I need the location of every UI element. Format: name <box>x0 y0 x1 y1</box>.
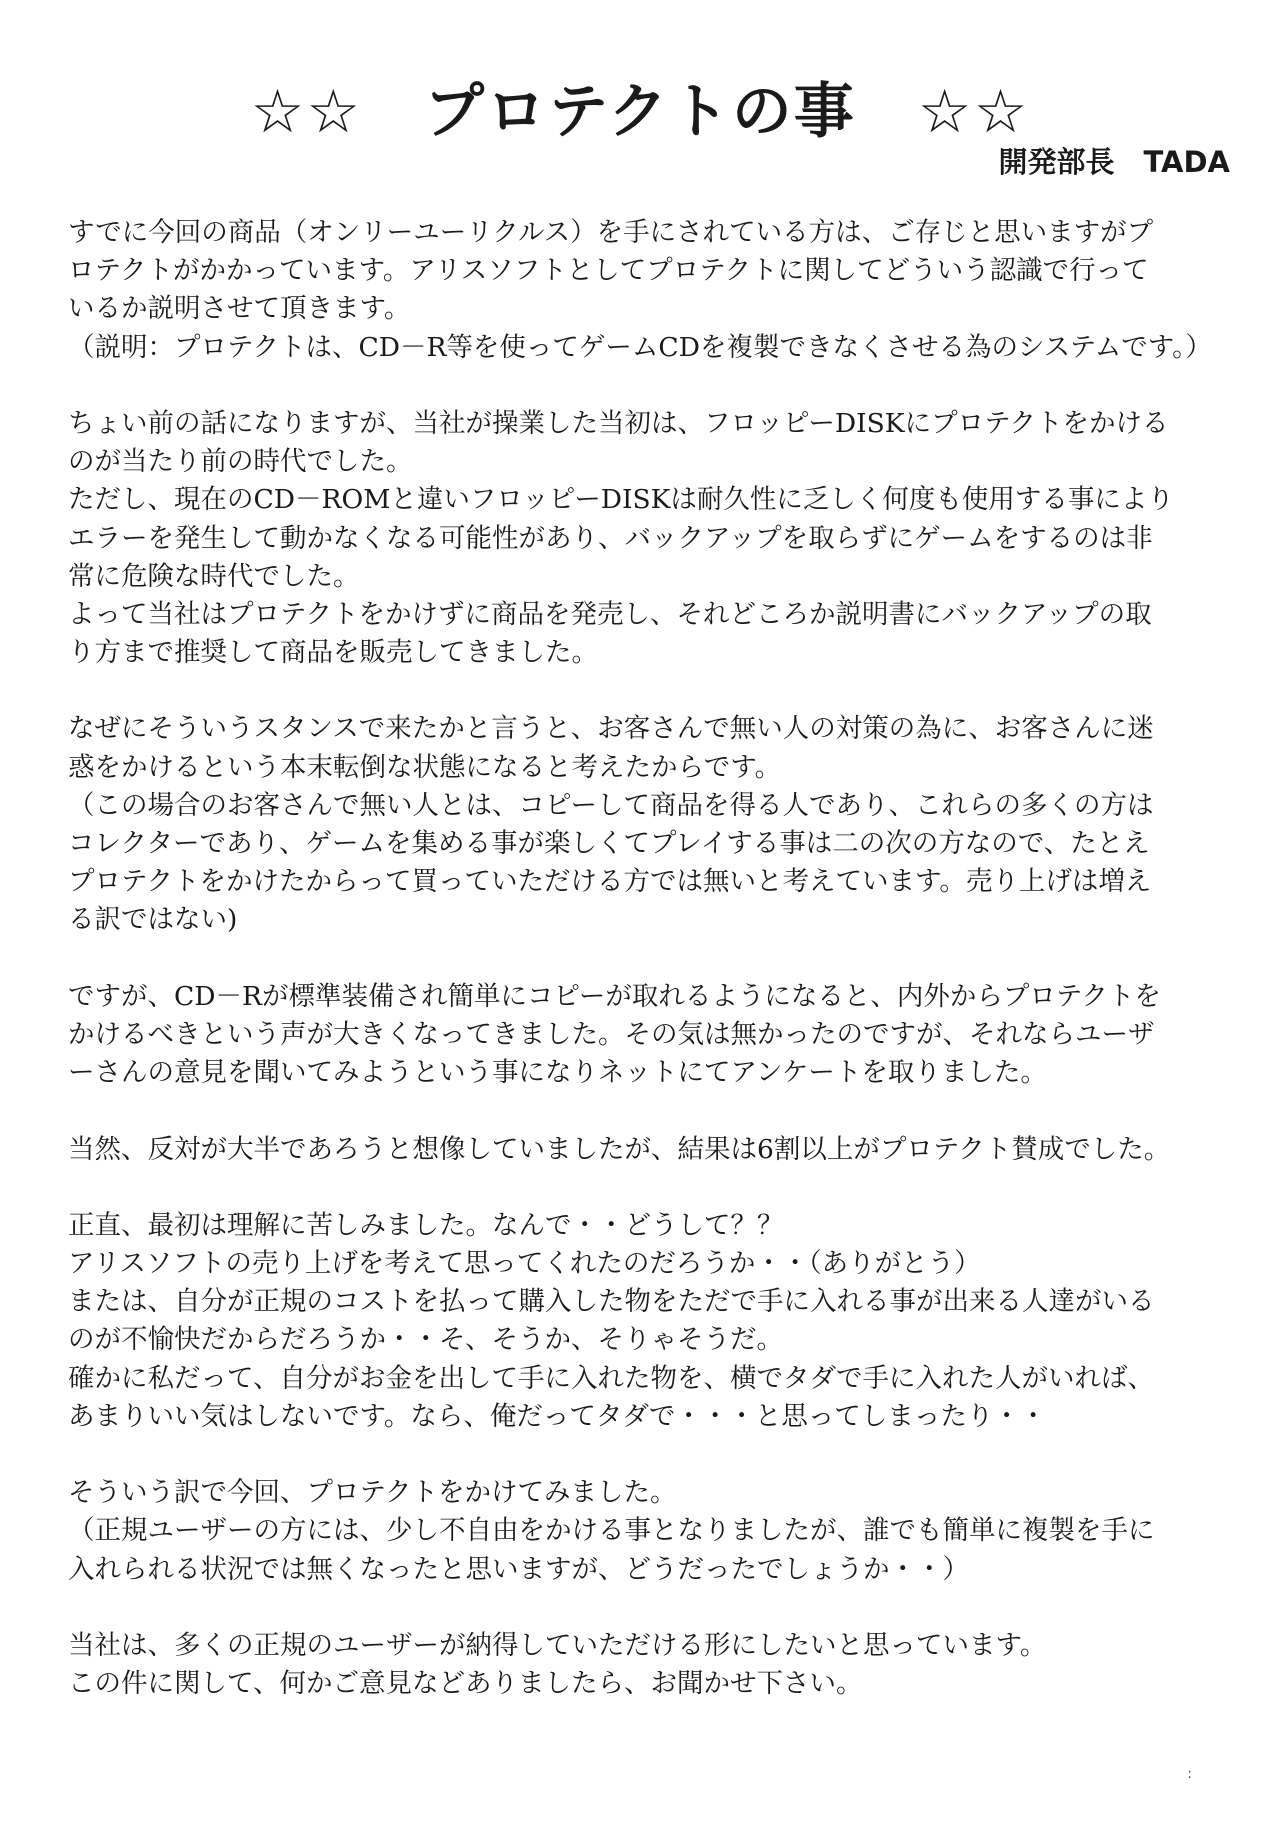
text-line: （説明：プロテクトは、CD－R等を使ってゲームCDを複製できなくさせる為のシステムです。） <box>68 331 1212 363</box>
text-line: 惑をかけるという本末転倒な状態になると考えたからです。 <box>68 751 782 783</box>
text-line: あまりいい気はしないです。なら、俺だってタダで・・・と思ってしまったり・・ <box>68 1400 1047 1432</box>
page-mark: : <box>1187 1766 1192 1782</box>
page-title: ☆☆ プロテクトの事 ☆☆ <box>250 77 1030 147</box>
text-line: （正規ユーザーの方には、少し不自由をかける事となりましたが、誰でも簡単に複製を手に <box>68 1515 1155 1547</box>
text-line: ちょい前の話になりますが、当社が操業した当初は、フロッピーDISKにプロテクトをかける <box>68 407 1169 439</box>
paragraph <box>68 405 1234 672</box>
text-line: 入れられる状況では無くなったと思いますが、どうだったでしょうか・・） <box>68 1553 969 1585</box>
text-line: かけるべきという声が大きくなってきました。その気は無かったのですが、それならユーザ <box>68 1018 1155 1050</box>
text-line: る訳ではない) <box>68 904 238 936</box>
text-line: すでに今回の商品（オンリーユーリクルス）を手にされている方は、ご存じと思いますがプ <box>68 217 1154 248</box>
text-line: 当然、反対が大半であろうと想像していましたが、結果は6割以上がプロテクト賛成でした。 <box>68 1133 1171 1165</box>
text-line: ですが、CD－Rが標準装備され簡単にコピーが取れるようになると、内外からプロテクトを <box>68 980 1161 1012</box>
text-line: 当社は、多くの正規のユーザーが納得していただける形にしたいと思っています。 <box>68 1629 1047 1661</box>
paragraph <box>68 978 1234 1093</box>
text-line: そういう訳で今回、プロテクトをかけてみました。 <box>68 1477 677 1509</box>
text-line: エラーを発生して動かなくなる可能性があり、バックアップを取らずにゲームをするのは非 <box>68 522 1153 554</box>
text-line: 常に危険な時代でした。 <box>68 560 360 592</box>
paragraph <box>68 1207 1234 1436</box>
text-line: ーさんの意見を聞いてみようという事になりネットにてアンケートを取りました。 <box>68 1057 1047 1089</box>
author-line: 開発部長 TADA <box>998 145 1230 179</box>
text-line: または、自分が正規のコストを払って購入した物をただで手に入れる事が出来る人達がいる <box>68 1286 1155 1318</box>
text-line: アリスソフトの売り上げを考えて思ってくれたのだろうか・・（ありがとう） <box>68 1248 981 1280</box>
paragraph <box>68 710 1234 939</box>
text-line: プロテクトをかけたからって買っていただける方では無いと考えています。売り上げは増え <box>68 866 1152 898</box>
paragraph <box>68 1131 1234 1169</box>
text-line: ただし、現在のCD－ROMと違いフロッピーDISKは耐久性に乏しく何度も使用する事により <box>68 484 1174 516</box>
text-line: よって当社はプロテクトをかけずに商品を発売し、それどころか説明書にバックアップの取 <box>68 598 1152 630</box>
text-line: 確かに私だって、自分がお金を出して手に入れた物を、横でタダで手に入れた人がいれば、 <box>68 1362 1154 1394</box>
text-line: コレクターであり、ゲームを集める事が楽しくてプレイする事は二の次の方なので、たとえ <box>68 828 1150 859</box>
paragraph <box>68 214 1234 367</box>
paragraph <box>68 1474 1234 1589</box>
text-line: ロテクトがかかっています。アリスソフトとしてプロテクトに関してどういう認識で行って <box>68 255 1149 287</box>
text-line: のが不愉快だからだろうか・・そ、そうか、そりゃそうだ。 <box>68 1324 783 1356</box>
text-line: なぜにそういうスタンスで来たかと言うと、お客さんで無い人の対策の為に、お客さんに迷 <box>68 713 1154 745</box>
text-line: 正直、最初は理解に苦しみました。なんで・・どうして？？ <box>68 1209 784 1241</box>
paragraph <box>68 1627 1234 1703</box>
text-line: り方まで推奨して商品を販売してきました。 <box>68 637 598 669</box>
text-line: のが当たり前の時代でした。 <box>68 446 413 478</box>
text-line: （この場合のお客さんで無い人とは、コピーして商品を得る人であり、これらの多くの方は <box>68 789 1154 821</box>
text-line: この件に関して、何かご意見などありましたら、お聞かせ下さい。 <box>68 1668 863 1700</box>
text-line: いるか説明させて頂きます。 <box>68 293 411 325</box>
document-body <box>68 214 1234 1742</box>
